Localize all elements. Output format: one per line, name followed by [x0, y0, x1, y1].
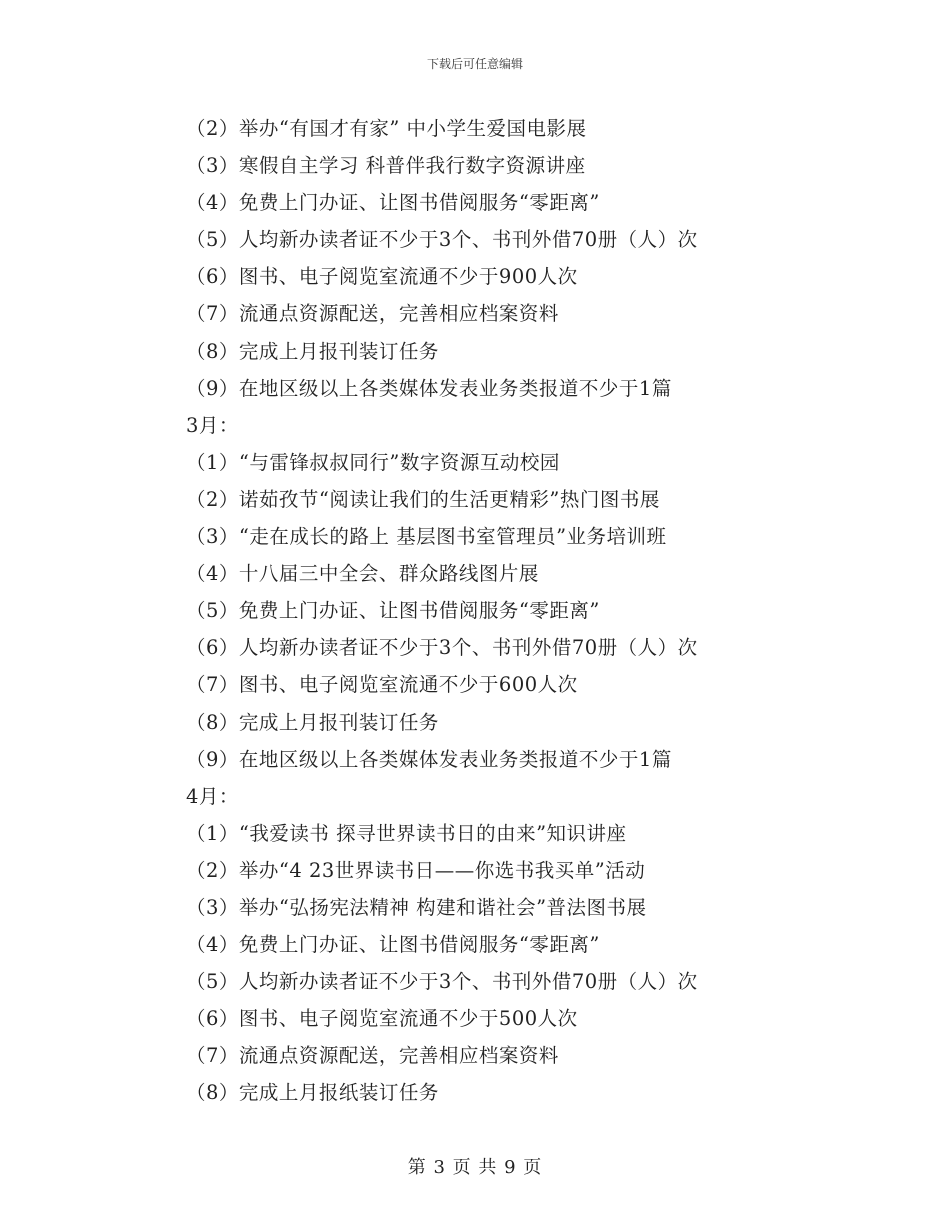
list-item: （6）图书、电子阅览室流通不少于500人次 — [186, 1007, 578, 1031]
page-header: 下载后可任意编辑 — [426, 57, 523, 71]
list-item: （1）“我爱读书 探寻世界读书日的由来”知识讲座 — [186, 821, 627, 845]
list-item: （8）完成上月报刊装订任务 — [186, 339, 439, 363]
list-item: （7）图书、电子阅览室流通不少于600人次 — [186, 673, 578, 697]
list-item: （3）“走在成长的路上 基层图书室管理员”业务培训班 — [186, 525, 667, 549]
list-item: （5）免费上门办证、让图书借阅服务“零距离” — [186, 599, 600, 623]
list-item: （5）人均新办读者证不少于3个、书刊外借70册（人）次 — [186, 970, 698, 994]
list-item: （2）举办“4 23世界读书日——你选书我买单”活动 — [186, 858, 646, 882]
list-item: （3）寒假自主学习 科普伴我行数字资源讲座 — [186, 154, 586, 178]
list-item: （2）举办“有国才有家” 中小学生爱国电影展 — [186, 117, 587, 140]
list-item: （9）在地区级以上各类媒体发表业务类报道不少于1篇 — [186, 747, 672, 771]
list-item: （1）“与雷锋叔叔同行”数字资源互动校园 — [186, 450, 560, 474]
month-heading: 3月： — [186, 413, 239, 437]
list-item: （7）流通点资源配送，完善相应档案资料 — [186, 1044, 559, 1068]
list-item: （6）人均新办读者证不少于3个、书刊外借70册（人）次 — [186, 636, 698, 660]
list-item: （2）诺茹孜节“阅读让我们的生活更精彩”热门图书展 — [186, 487, 660, 511]
list-item: （4）免费上门办证、让图书借阅服务“零距离” — [186, 933, 600, 957]
list-item: （8）完成上月报刊装订任务 — [186, 710, 439, 734]
list-item: （9）在地区级以上各类媒体发表业务类报道不少于1篇 — [186, 376, 672, 400]
list-item: （4）十八届三中全会、群众路线图片展 — [186, 562, 539, 586]
list-item: （8）完成上月报纸装订任务 — [186, 1081, 439, 1105]
list-item: （4）免费上门办证、让图书借阅服务“零距离” — [186, 191, 600, 215]
list-item: （6）图书、电子阅览室流通不少于900人次 — [186, 265, 578, 289]
page-footer: 第 3 页 共 9 页 — [407, 1157, 543, 1178]
month-heading: 4月： — [186, 784, 239, 808]
list-item: （7）流通点资源配送，完善相应档案资料 — [186, 302, 559, 326]
document-body — [186, 110, 826, 1112]
list-item: （3）举办“弘扬宪法精神 构建和谐社会”普法图书展 — [186, 895, 647, 919]
list-item: （5）人均新办读者证不少于3个、书刊外借70册（人）次 — [186, 228, 698, 252]
